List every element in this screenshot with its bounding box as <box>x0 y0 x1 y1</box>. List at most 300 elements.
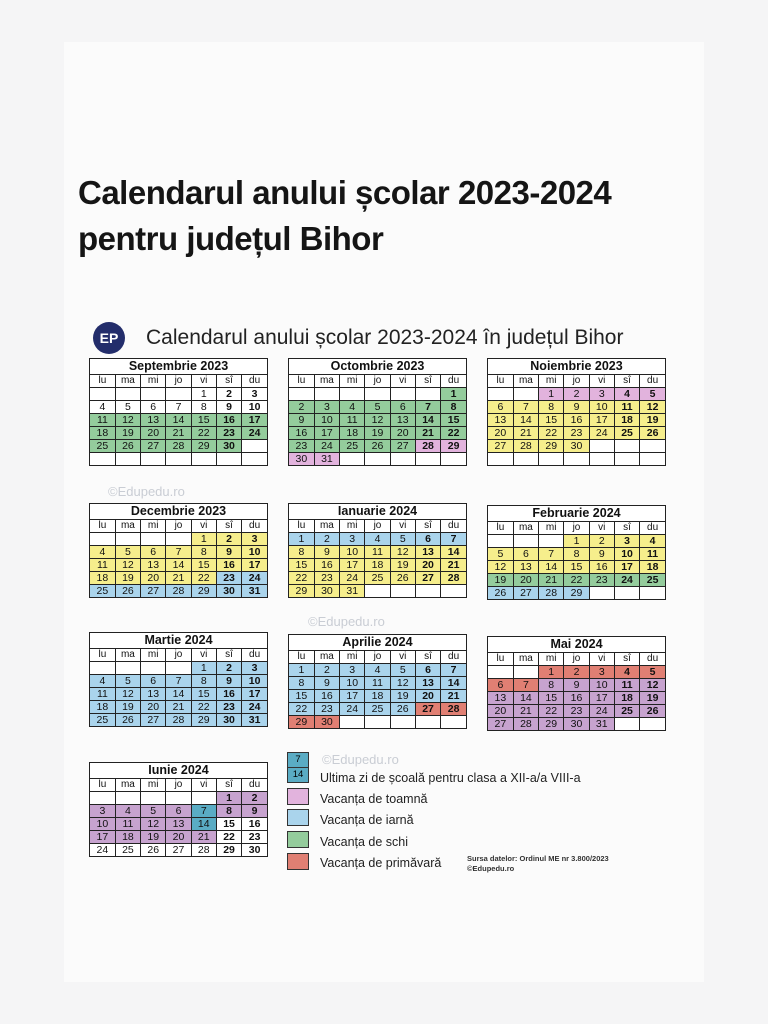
day-cell: 23 <box>216 572 241 585</box>
day-cell: 14 <box>166 559 191 572</box>
day-cell: 28 <box>441 572 466 585</box>
day-cell: 3 <box>242 662 267 675</box>
day-cell: 7 <box>166 401 191 414</box>
day-cell: 3 <box>589 666 614 679</box>
day-cell <box>141 533 166 546</box>
day-cell: 14 <box>166 688 191 701</box>
day-cell: 21 <box>166 427 191 440</box>
page-title <box>78 170 698 262</box>
day-cell: 21 <box>415 427 440 440</box>
weekday-header: jo <box>564 522 589 535</box>
weekday-header: sî <box>216 649 241 662</box>
day-cell: 30 <box>564 718 589 731</box>
day-cell: 23 <box>314 572 339 585</box>
day-cell: 29 <box>191 714 216 727</box>
day-cell: 9 <box>289 414 314 427</box>
day-cell <box>314 388 339 401</box>
day-cell: 24 <box>340 572 365 585</box>
day-cell: 28 <box>539 587 564 600</box>
day-cell: 22 <box>289 572 314 585</box>
week-row <box>488 679 665 692</box>
day-cell: 21 <box>513 705 538 718</box>
day-cell: 15 <box>191 688 216 701</box>
day-cell <box>390 585 415 598</box>
month-grid <box>488 375 665 465</box>
week-row <box>90 440 267 453</box>
day-cell: 16 <box>564 414 589 427</box>
legend-label-spring: Vacanța de primăvară <box>320 856 442 870</box>
day-cell <box>166 533 191 546</box>
day-cell: 11 <box>340 414 365 427</box>
month-calendar-september <box>89 358 268 466</box>
day-cell: 26 <box>115 714 140 727</box>
day-cell <box>513 535 538 548</box>
day-cell: 20 <box>488 427 513 440</box>
day-cell <box>340 453 365 466</box>
day-cell: 2 <box>242 792 267 805</box>
day-cell: 28 <box>513 718 538 731</box>
week-row <box>90 662 267 675</box>
day-cell: 5 <box>640 388 665 401</box>
week-row <box>488 535 665 548</box>
day-cell <box>589 453 614 466</box>
day-cell <box>441 453 466 466</box>
day-cell: 18 <box>365 690 390 703</box>
day-cell: 8 <box>564 548 589 561</box>
day-cell: 5 <box>390 664 415 677</box>
weekday-header-row <box>289 520 466 533</box>
day-cell <box>191 453 216 466</box>
weekday-header: jo <box>365 520 390 533</box>
day-cell: 8 <box>539 679 564 692</box>
day-cell: 6 <box>141 401 166 414</box>
weekday-header-row <box>488 522 665 535</box>
day-cell: 23 <box>564 427 589 440</box>
watermark: ©Edupedu.ro <box>322 752 399 767</box>
day-cell: 22 <box>191 572 216 585</box>
day-cell: 5 <box>390 533 415 546</box>
weekday-header: vi <box>191 779 216 792</box>
day-cell: 3 <box>340 533 365 546</box>
legend-swatch-spring <box>287 853 309 870</box>
day-cell: 10 <box>614 548 639 561</box>
week-row <box>90 388 267 401</box>
day-cell: 16 <box>314 559 339 572</box>
week-row <box>488 705 665 718</box>
month-grid <box>90 649 267 726</box>
day-cell <box>340 716 365 729</box>
month-calendar-may <box>487 636 666 731</box>
day-cell: 24 <box>314 440 339 453</box>
day-cell: 1 <box>441 388 466 401</box>
weekday-header: lu <box>90 779 115 792</box>
weekday-header: ma <box>115 520 140 533</box>
day-cell: 29 <box>289 716 314 729</box>
day-cell: 15 <box>539 692 564 705</box>
day-cell: 9 <box>216 401 241 414</box>
day-cell <box>166 453 191 466</box>
day-cell: 1 <box>216 792 241 805</box>
day-cell: 26 <box>488 587 513 600</box>
day-cell: 30 <box>564 440 589 453</box>
day-cell: 30 <box>242 844 267 857</box>
week-row <box>289 401 466 414</box>
day-cell: 22 <box>289 703 314 716</box>
day-cell: 6 <box>390 401 415 414</box>
day-cell: 4 <box>365 533 390 546</box>
day-cell <box>242 440 267 453</box>
day-cell: 19 <box>365 427 390 440</box>
weekday-header: sî <box>614 375 639 388</box>
weekday-header-row <box>90 520 267 533</box>
day-cell: 25 <box>640 574 665 587</box>
day-cell: 28 <box>166 440 191 453</box>
day-cell: 24 <box>340 703 365 716</box>
day-cell: 2 <box>216 388 241 401</box>
week-row <box>90 831 267 844</box>
day-cell: 1 <box>289 664 314 677</box>
day-cell <box>415 716 440 729</box>
day-cell: 29 <box>289 585 314 598</box>
watermark: ©Edupedu.ro <box>108 484 185 499</box>
day-cell <box>365 716 390 729</box>
day-cell <box>365 585 390 598</box>
month-title: Octombrie 2023 <box>289 359 466 375</box>
weekday-header: lu <box>90 520 115 533</box>
weekday-header: lu <box>289 375 314 388</box>
day-cell <box>640 718 665 731</box>
day-cell: 12 <box>115 414 140 427</box>
day-cell: 11 <box>365 677 390 690</box>
day-cell <box>141 662 166 675</box>
day-cell: 8 <box>191 675 216 688</box>
day-cell: 26 <box>390 572 415 585</box>
week-row <box>90 546 267 559</box>
day-cell: 25 <box>340 440 365 453</box>
day-cell <box>90 533 115 546</box>
month-title: Martie 2024 <box>90 633 267 649</box>
week-row <box>289 546 466 559</box>
weekday-header: vi <box>589 653 614 666</box>
day-cell: 18 <box>115 831 140 844</box>
week-row <box>90 675 267 688</box>
week-row <box>289 427 466 440</box>
day-cell: 25 <box>90 714 115 727</box>
day-cell: 12 <box>640 401 665 414</box>
day-cell <box>90 388 115 401</box>
week-row <box>289 572 466 585</box>
day-cell: 2 <box>289 401 314 414</box>
day-cell: 4 <box>614 388 639 401</box>
day-cell: 17 <box>90 831 115 844</box>
day-cell: 27 <box>141 585 166 598</box>
day-cell <box>90 453 115 466</box>
legend-swatch-ski <box>287 831 309 848</box>
day-cell: 8 <box>191 401 216 414</box>
day-cell <box>564 453 589 466</box>
day-cell: 12 <box>390 677 415 690</box>
weekday-header: jo <box>564 375 589 388</box>
week-row <box>488 561 665 574</box>
day-cell: 10 <box>242 401 267 414</box>
month-calendar-december <box>89 503 268 598</box>
day-cell: 6 <box>488 401 513 414</box>
day-cell: 22 <box>539 705 564 718</box>
day-cell <box>488 388 513 401</box>
day-cell: 5 <box>115 546 140 559</box>
weekday-header: du <box>441 520 466 533</box>
day-cell: 28 <box>415 440 440 453</box>
weekday-header: mi <box>539 522 564 535</box>
day-cell: 26 <box>141 844 166 857</box>
weekday-header: jo <box>365 651 390 664</box>
day-cell: 9 <box>314 546 339 559</box>
day-cell: 27 <box>513 587 538 600</box>
day-cell: 24 <box>242 427 267 440</box>
day-cell <box>115 388 140 401</box>
weekday-header: jo <box>166 520 191 533</box>
day-cell: 22 <box>216 831 241 844</box>
day-cell <box>513 666 538 679</box>
day-cell: 13 <box>141 559 166 572</box>
day-cell: 14 <box>166 414 191 427</box>
day-cell: 28 <box>166 714 191 727</box>
day-cell: 9 <box>314 677 339 690</box>
month-calendar-march <box>89 632 268 727</box>
month-title: Iunie 2024 <box>90 763 267 779</box>
day-cell: 24 <box>242 572 267 585</box>
title-line-1: Calendarul anului școlar 2023-2024 <box>78 174 612 211</box>
legend-label-autumn: Vacanța de toamnă <box>320 792 428 806</box>
weekday-header: ma <box>115 375 140 388</box>
day-cell: 30 <box>216 585 241 598</box>
day-cell <box>589 587 614 600</box>
day-cell: 18 <box>90 427 115 440</box>
day-cell <box>513 453 538 466</box>
weekday-header: lu <box>488 653 513 666</box>
legend-swatch-autumn <box>287 788 309 805</box>
source-credit: ©Edupedu.ro <box>467 864 515 873</box>
day-cell: 1 <box>289 533 314 546</box>
week-row <box>90 714 267 727</box>
day-cell: 28 <box>191 844 216 857</box>
month-title: Septembrie 2023 <box>90 359 267 375</box>
day-cell: 13 <box>390 414 415 427</box>
day-cell: 10 <box>340 546 365 559</box>
day-cell: 22 <box>564 574 589 587</box>
edupedu-logo: EP <box>93 322 125 354</box>
day-cell <box>415 585 440 598</box>
day-cell: 12 <box>365 414 390 427</box>
day-cell: 1 <box>539 388 564 401</box>
week-row <box>289 414 466 427</box>
day-cell: 20 <box>488 705 513 718</box>
day-cell <box>115 792 140 805</box>
day-cell: 16 <box>289 427 314 440</box>
weekday-header: vi <box>589 375 614 388</box>
week-row <box>488 453 665 466</box>
day-cell: 18 <box>340 427 365 440</box>
day-cell: 6 <box>141 546 166 559</box>
day-cell: 23 <box>289 440 314 453</box>
week-row <box>90 805 267 818</box>
day-cell: 29 <box>191 585 216 598</box>
day-cell: 7 <box>166 546 191 559</box>
day-cell: 25 <box>365 572 390 585</box>
weekday-header: mi <box>340 375 365 388</box>
day-cell: 16 <box>216 559 241 572</box>
day-cell: 26 <box>115 440 140 453</box>
weekday-header: sî <box>614 653 639 666</box>
day-cell: 3 <box>242 388 267 401</box>
week-row <box>488 401 665 414</box>
weekday-header: sî <box>216 520 241 533</box>
day-cell: 17 <box>340 559 365 572</box>
month-title: Noiembrie 2023 <box>488 359 665 375</box>
day-cell: 11 <box>115 818 140 831</box>
month-grid <box>488 653 665 730</box>
day-cell <box>340 388 365 401</box>
day-cell: 30 <box>289 453 314 466</box>
week-row <box>90 572 267 585</box>
day-cell: 15 <box>289 559 314 572</box>
day-cell <box>90 662 115 675</box>
day-cell <box>614 453 639 466</box>
weekday-header: vi <box>390 375 415 388</box>
weekday-header: du <box>242 779 267 792</box>
day-cell: 24 <box>589 427 614 440</box>
day-cell <box>242 453 267 466</box>
day-cell: 5 <box>115 401 140 414</box>
day-cell: 4 <box>90 401 115 414</box>
source-line: Sursa datelor: Ordinul ME nr 3.800/2023 <box>467 854 609 863</box>
weekday-header: vi <box>390 520 415 533</box>
month-grid <box>289 375 466 465</box>
day-cell: 7 <box>539 548 564 561</box>
weekday-header: du <box>242 375 267 388</box>
day-cell: 4 <box>365 664 390 677</box>
day-cell: 11 <box>90 559 115 572</box>
day-cell: 3 <box>340 664 365 677</box>
day-cell: 14 <box>513 692 538 705</box>
weekday-header: mi <box>141 649 166 662</box>
day-cell: 20 <box>390 427 415 440</box>
day-cell <box>166 662 191 675</box>
weekday-header: sî <box>216 375 241 388</box>
month-calendar-january <box>288 503 467 598</box>
week-row <box>90 585 267 598</box>
week-row <box>488 718 665 731</box>
day-cell: 17 <box>314 427 339 440</box>
day-cell: 1 <box>191 388 216 401</box>
day-cell: 5 <box>115 675 140 688</box>
day-cell: 27 <box>166 844 191 857</box>
day-cell <box>539 535 564 548</box>
day-cell: 18 <box>640 561 665 574</box>
day-cell: 8 <box>289 677 314 690</box>
day-cell: 14 <box>539 561 564 574</box>
day-cell <box>441 716 466 729</box>
day-cell <box>614 440 639 453</box>
day-cell: 22 <box>191 427 216 440</box>
day-cell: 28 <box>513 440 538 453</box>
weekday-header: mi <box>340 520 365 533</box>
day-cell: 5 <box>488 548 513 561</box>
weekday-header: du <box>640 522 665 535</box>
weekday-header: ma <box>513 653 538 666</box>
weekday-header: mi <box>141 779 166 792</box>
day-cell: 3 <box>614 535 639 548</box>
weekday-header: lu <box>488 375 513 388</box>
week-row <box>289 585 466 598</box>
day-cell: 16 <box>242 818 267 831</box>
day-cell: 4 <box>640 535 665 548</box>
week-row <box>289 690 466 703</box>
weekday-header: vi <box>390 651 415 664</box>
day-cell: 8 <box>539 401 564 414</box>
day-cell: 27 <box>141 440 166 453</box>
week-row <box>90 844 267 857</box>
day-cell: 10 <box>340 677 365 690</box>
month-grid <box>289 651 466 728</box>
day-cell <box>365 453 390 466</box>
weekday-header: jo <box>166 779 191 792</box>
weekday-header: ma <box>314 651 339 664</box>
day-cell: 27 <box>390 440 415 453</box>
weekday-header-row <box>90 779 267 792</box>
day-cell: 4 <box>614 666 639 679</box>
day-cell: 31 <box>314 453 339 466</box>
day-cell: 24 <box>614 574 639 587</box>
day-cell: 15 <box>539 414 564 427</box>
day-cell: 8 <box>441 401 466 414</box>
day-cell: 15 <box>191 414 216 427</box>
day-cell <box>390 716 415 729</box>
day-cell <box>216 453 241 466</box>
day-cell: 8 <box>216 805 241 818</box>
week-row <box>90 792 267 805</box>
weekday-header: sî <box>415 520 440 533</box>
day-cell: 5 <box>640 666 665 679</box>
day-cell <box>488 535 513 548</box>
week-row <box>289 440 466 453</box>
day-cell: 10 <box>314 414 339 427</box>
weekday-header-row <box>90 649 267 662</box>
day-cell: 9 <box>216 546 241 559</box>
month-title: Mai 2024 <box>488 637 665 653</box>
day-cell <box>415 453 440 466</box>
day-cell: 19 <box>640 692 665 705</box>
day-cell: 24 <box>90 844 115 857</box>
day-cell: 13 <box>415 546 440 559</box>
weekday-header-row <box>289 375 466 388</box>
day-cell: 6 <box>415 664 440 677</box>
day-cell: 15 <box>441 414 466 427</box>
day-cell: 22 <box>191 701 216 714</box>
day-cell: 12 <box>488 561 513 574</box>
day-cell: 23 <box>314 703 339 716</box>
day-cell: 1 <box>191 533 216 546</box>
week-row <box>90 414 267 427</box>
calendar-subtitle: Calendarul anului școlar 2023-2024 în județul Bihor <box>146 326 624 349</box>
day-cell <box>589 440 614 453</box>
day-cell: 27 <box>415 572 440 585</box>
day-cell: 11 <box>90 688 115 701</box>
legend-key-day: 7 <box>288 753 308 768</box>
week-row <box>90 533 267 546</box>
weekday-header: ma <box>115 779 140 792</box>
day-cell: 12 <box>390 546 415 559</box>
